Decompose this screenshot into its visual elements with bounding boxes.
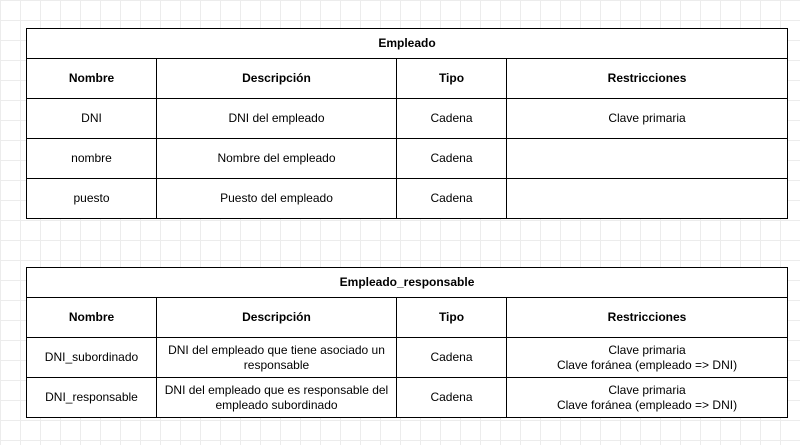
cell-descripcion: DNI del empleado bbox=[157, 99, 397, 139]
header-tipo: Tipo bbox=[397, 298, 507, 338]
cell-nombre: DNI bbox=[27, 99, 157, 139]
cell-descripcion: Nombre del empleado bbox=[157, 139, 397, 179]
cell-restricciones bbox=[507, 179, 788, 219]
cell-nombre: nombre bbox=[27, 139, 157, 179]
header-nombre: Nombre bbox=[27, 298, 157, 338]
restriccion-line: Clave primaria bbox=[608, 111, 686, 125]
header-restricciones: Restricciones bbox=[507, 298, 788, 338]
table-title: Empleado_responsable bbox=[27, 268, 788, 298]
cell-tipo: Cadena bbox=[397, 338, 507, 378]
cell-nombre: puesto bbox=[27, 179, 157, 219]
table-header-row bbox=[27, 298, 788, 338]
restriccion-line: Clave foránea (empleado => DNI) bbox=[556, 397, 738, 412]
table-row bbox=[27, 338, 788, 378]
cell-nombre: DNI_responsable bbox=[27, 378, 157, 418]
cell-descripcion: DNI del empleado que tiene asociado un responsable bbox=[157, 338, 397, 378]
restriccion-line: Clave primaria bbox=[608, 382, 686, 397]
table-title-row bbox=[27, 268, 788, 298]
restriccion-line: Clave foránea (empleado => DNI) bbox=[556, 357, 738, 372]
header-descripcion: Descripción bbox=[157, 298, 397, 338]
table-row bbox=[27, 378, 788, 418]
restriccion-line: Clave primaria bbox=[608, 342, 686, 357]
cell-restricciones bbox=[507, 378, 788, 418]
table-title-row bbox=[27, 29, 788, 59]
table-empleado bbox=[26, 28, 788, 219]
table-row bbox=[27, 179, 788, 219]
header-tipo: Tipo bbox=[397, 59, 507, 99]
header-restricciones: Restricciones bbox=[507, 59, 788, 99]
cell-descripcion: Puesto del empleado bbox=[157, 179, 397, 219]
cell-tipo: Cadena bbox=[397, 378, 507, 418]
cell-restricciones bbox=[507, 338, 788, 378]
cell-descripcion: DNI del empleado que es responsable del empleado subordinado bbox=[157, 378, 397, 418]
cell-tipo: Cadena bbox=[397, 139, 507, 179]
cell-restricciones bbox=[507, 139, 788, 179]
header-descripcion: Descripción bbox=[157, 59, 397, 99]
cell-nombre: DNI_subordinado bbox=[27, 338, 157, 378]
table-row bbox=[27, 99, 788, 139]
cell-tipo: Cadena bbox=[397, 179, 507, 219]
table-header-row bbox=[27, 59, 788, 99]
header-nombre: Nombre bbox=[27, 59, 157, 99]
cell-restricciones bbox=[507, 99, 788, 139]
table-row bbox=[27, 139, 788, 179]
table-title: Empleado bbox=[27, 29, 788, 59]
cell-tipo: Cadena bbox=[397, 99, 507, 139]
table-empleado-responsable bbox=[26, 267, 788, 418]
